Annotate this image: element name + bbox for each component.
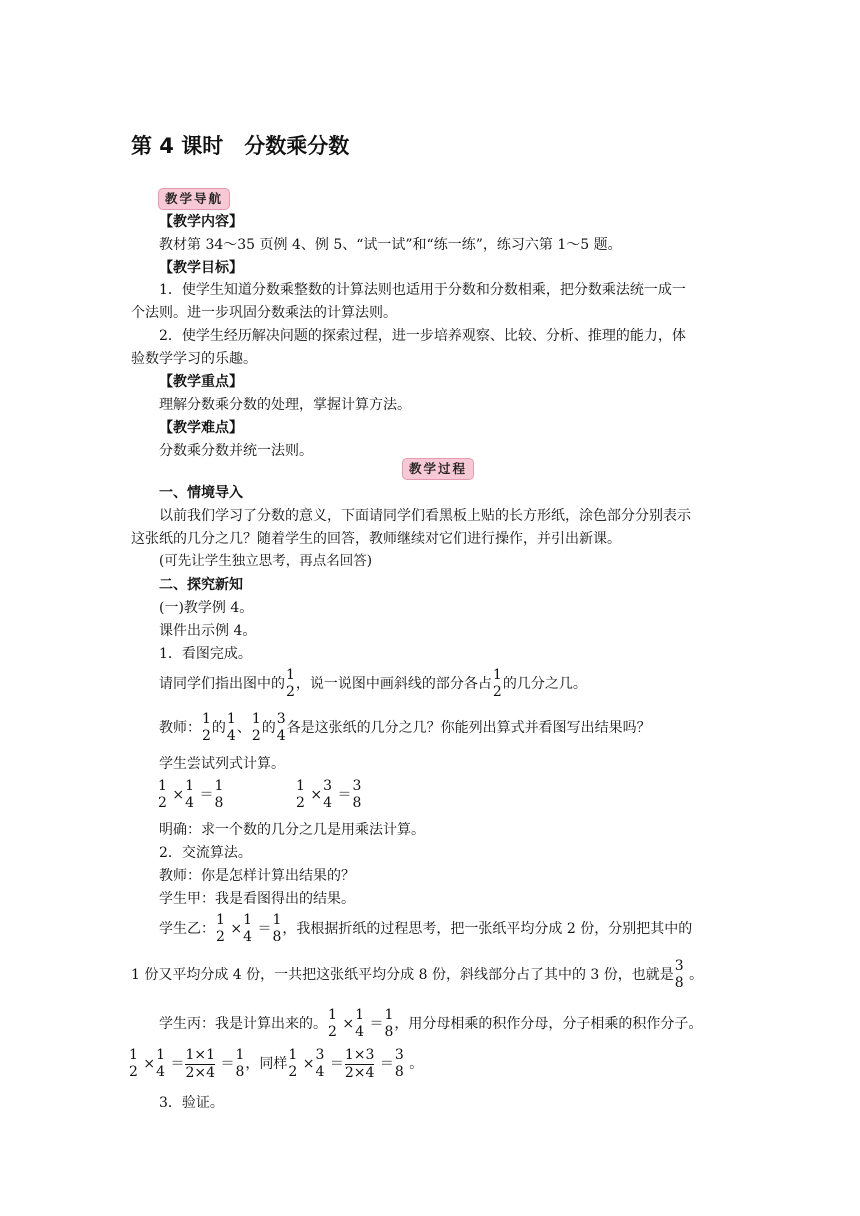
fraction-1-2: 1 2	[251, 711, 261, 744]
fraction-1-8: 1 8	[235, 1047, 245, 1080]
teaching-nav-badge: 教学导航	[158, 188, 230, 210]
fraction-1-2: 1 2	[129, 1047, 138, 1080]
fraction-3-8: 3 8	[674, 958, 684, 991]
intro-line-2: 这张纸的几分之几？随着学生的回答，教师继续对它们进行操作，并引出新课。	[131, 531, 621, 547]
equation-1	[157, 777, 224, 813]
equals-sign: ＝	[379, 1056, 394, 1072]
fraction-1-2: 1 2	[158, 778, 167, 811]
student-b-label: 学生乙：	[159, 921, 215, 937]
fraction-3-8: 3 8	[394, 1047, 404, 1080]
teacher-question-rest: 各是这张纸的几分之几？你能列出算式并看图写出结果吗？	[286, 720, 651, 736]
fraction-1-2: 1 2	[296, 778, 305, 811]
sub-section-1: (一)教学例 4。	[159, 600, 254, 616]
difficulties-text: 分数乘分数并统一法则。	[159, 443, 313, 459]
equals-sign: ＝	[337, 787, 352, 803]
fraction-3-4: 3 4	[323, 778, 333, 811]
students-try-calc: 学生尝试列式计算。	[159, 756, 285, 772]
fraction-1-2: 1 2	[286, 667, 295, 700]
equals-sign: ＝	[369, 1016, 384, 1032]
times-sign: ×	[302, 1056, 315, 1072]
fraction-1x3-over-2x4: $\frac{1\times 3}{2\times 4}$	[344, 1046, 375, 1081]
fraction-1-8: 1 8	[214, 778, 224, 811]
equals-sign: ＝	[170, 1056, 185, 1072]
times-sign: ×	[342, 1016, 355, 1032]
show-example-4: 课件出示例 4。	[159, 623, 257, 639]
teaching-content-text: 教材第 34～35 页例 4、例 5、“试一试”和“练一练”，练习六第 1～5 题。	[159, 237, 622, 253]
fraction-3-4: 3 4	[276, 711, 286, 744]
heading-key-points: 【教学重点】	[159, 374, 243, 390]
fraction-1-4: 1 4	[355, 1007, 365, 1040]
period: 。	[689, 967, 704, 983]
step-2: 2．交流算法。	[159, 845, 252, 861]
goal-2-line-1: 2．使学生经历解决问题的探索过程，进一步培养观察、比较、分析、推理的能力，体	[159, 328, 686, 344]
period: 。	[409, 1056, 424, 1072]
lesson-title: 第 4 课时 分数乘分数	[131, 134, 350, 158]
teacher-question-line	[159, 710, 651, 746]
ask-text-b: ，说一说图中画斜线的部分各占	[295, 676, 492, 692]
goal-2-line-2: 验数学学习的乐趣。	[131, 351, 257, 367]
teaching-process-badge: 教学过程	[402, 458, 474, 480]
fraction-1x1-over-2x4: $\frac{1\times 1}{2\times 4}$	[185, 1046, 216, 1081]
student-c-text: ，用分母相乘的积作分母，分子相乘的积作分子。	[394, 1016, 703, 1032]
fraction-1-8: 1 8	[272, 912, 282, 945]
student-a: 学生甲：我是看图得出的结果。	[159, 891, 355, 907]
step-1: 1．看图完成。	[159, 646, 252, 662]
ask-text-c: 的几分之几。	[502, 676, 587, 692]
heading-teaching-content: 【教学内容】	[159, 214, 243, 230]
fraction-1-2: 1 2	[216, 912, 225, 945]
times-sign: ×	[230, 921, 243, 937]
equals-sign: ＝	[220, 1056, 235, 1072]
part-2-heading: 二、探究新知	[159, 577, 243, 593]
fraction-3-4: 3 4	[315, 1047, 325, 1080]
separator: 、	[236, 720, 251, 736]
teacher-how: 教师：你是怎样计算出结果的？	[159, 868, 355, 884]
fraction-1-4: 1 4	[226, 711, 236, 744]
heading-difficulties: 【教学难点】	[159, 420, 243, 436]
equals-sign: ＝	[257, 921, 272, 937]
ask-line	[159, 666, 587, 702]
teacher-label: 教师：	[159, 720, 201, 736]
fraction-1-2: 1 2	[492, 667, 502, 700]
fraction-1-4: 1 4	[156, 1047, 166, 1080]
word-de: 的	[261, 720, 276, 736]
intro-note: (可先让学生独立思考，再点名回答)	[159, 553, 373, 569]
fraction-1-8: 1 8	[384, 1007, 394, 1040]
student-c-derivation	[128, 1046, 423, 1082]
goal-1-line-2: 个法则。进一步巩固分数乘法的计算法则。	[131, 305, 397, 321]
student-b-line-2	[131, 957, 703, 993]
ask-text-a: 请同学们指出图中的	[159, 676, 285, 692]
fraction-1-2: 1 2	[288, 1047, 298, 1080]
fraction-1-2: 1 2	[328, 1007, 337, 1040]
key-points-text: 理解分数乘分数的处理，掌握计算方法。	[159, 397, 411, 413]
equals-sign: ＝	[329, 1056, 344, 1072]
intro-line-1: 以前我们学习了分数的意义，下面请同学们看黑板上贴的长方形纸，涂色部分分别表示	[159, 508, 691, 524]
fraction-1-4: 1 4	[243, 912, 253, 945]
goal-1-line-1: 1．使学生知道分数乘整数的计算法则也适用于分数和分数相乘，把分数乘法统一成一	[159, 282, 686, 298]
step-3: 3．验证。	[159, 1095, 224, 1111]
fraction-1-2: 1 2	[202, 711, 211, 744]
times-sign: ×	[143, 1056, 156, 1072]
equals-sign: ＝	[199, 787, 214, 803]
times-sign: ×	[310, 787, 323, 803]
student-b-text-2: 1 份又平均分成 4 份，一共把这张纸平均分成 8 份，斜线部分占了其中的 3 份，也就是	[131, 967, 674, 983]
fraction-3-8: 3 8	[352, 778, 362, 811]
equation-2	[295, 777, 362, 813]
student-b-line-1	[159, 911, 692, 947]
student-c-label: 学生丙：我是计算出来的。	[159, 1016, 327, 1032]
student-c-line-1	[159, 1006, 702, 1042]
clarify-text: 明确：求一个数的几分之几是用乘法计算。	[159, 822, 425, 838]
part-1-heading: 一、情境导入	[159, 485, 243, 501]
same-as-text: ，同样	[245, 1056, 288, 1072]
heading-teaching-goals: 【教学目标】	[159, 260, 243, 276]
fraction-1-4: 1 4	[185, 778, 195, 811]
times-sign: ×	[172, 787, 185, 803]
student-b-text: ，我根据折纸的过程思考，把一张纸平均分成 2 份，分别把其中的	[282, 921, 693, 937]
word-de: 的	[211, 720, 226, 736]
